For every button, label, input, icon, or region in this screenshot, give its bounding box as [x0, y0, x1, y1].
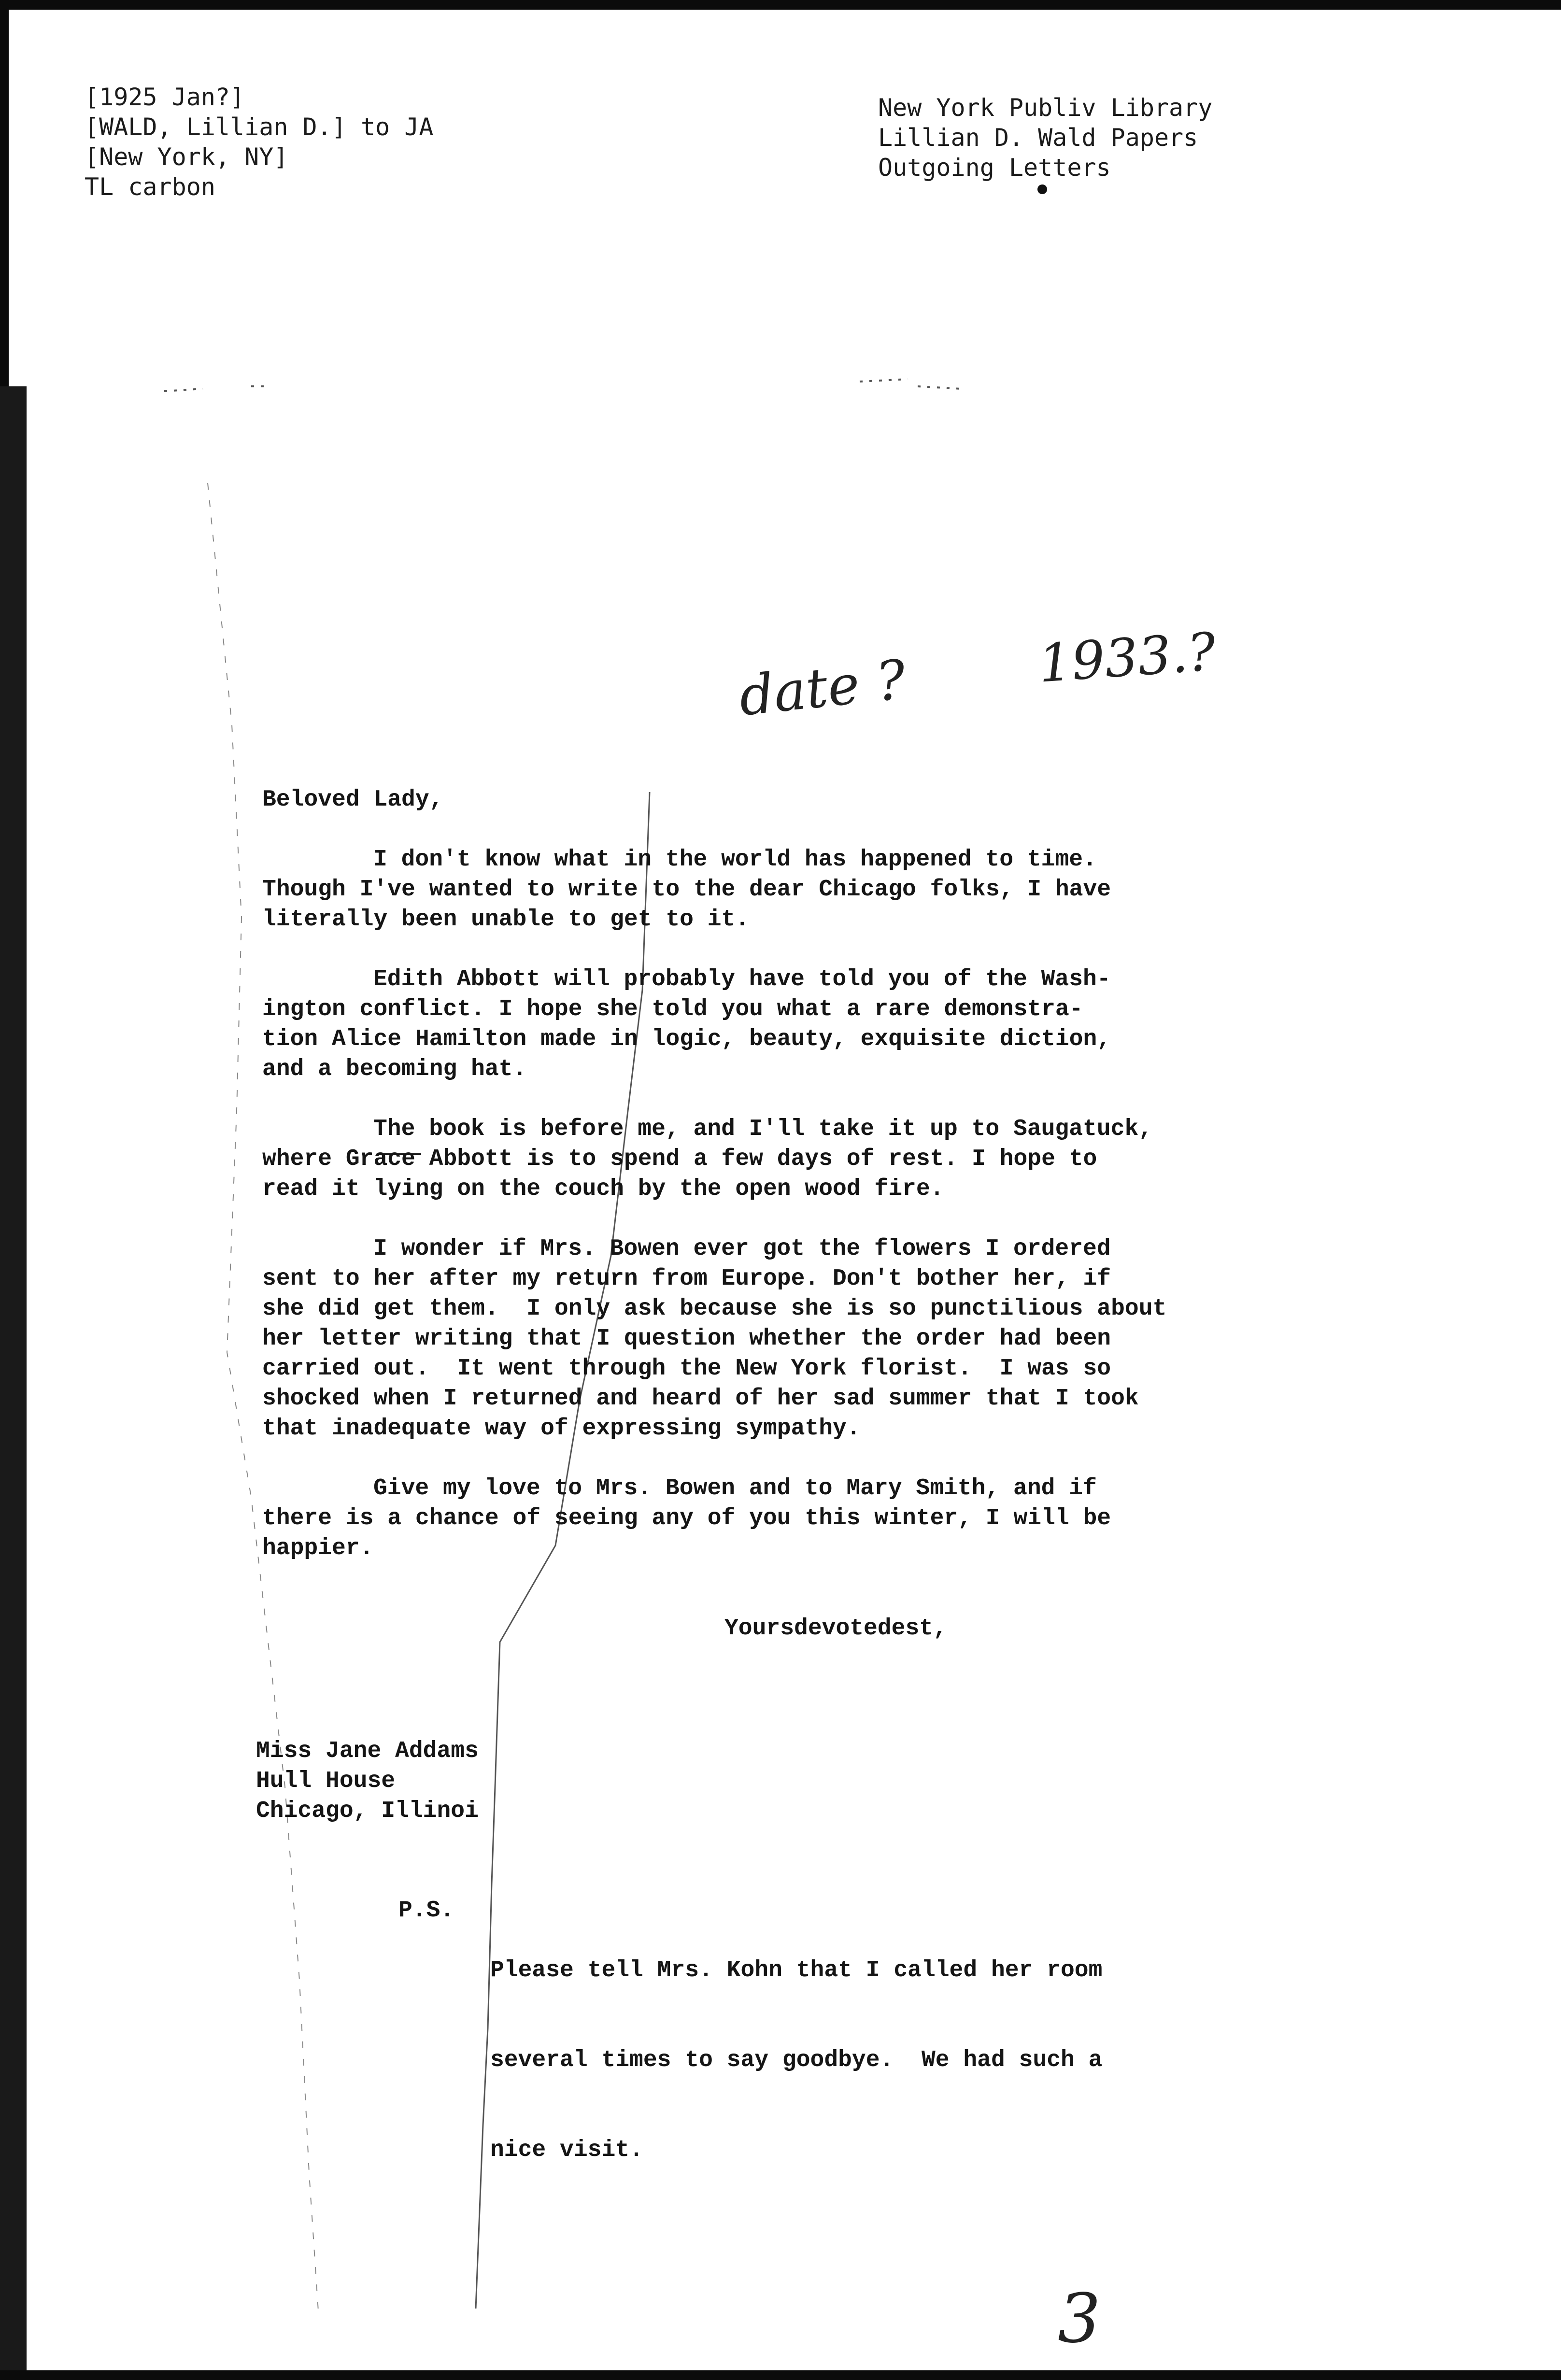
letter-closing: Yoursdevotedest, [724, 1615, 947, 1642]
paragraph-line: that inadequate way of expressing sympathy. [262, 1416, 861, 1442]
paragraph-5 [262, 1473, 1228, 1563]
handwritten-date-note: date ? [736, 648, 909, 728]
handwritten-page-number: 3 [1058, 2280, 1101, 2358]
paragraph-line: Though I've wanted to write to the dear Chicago folks, I have [262, 877, 1111, 903]
archive-date: [1925 Jan?] [85, 83, 245, 111]
paragraph-line: shocked when I returned and heard of her sad summer that I took [262, 1386, 1139, 1412]
handwritten-year-note: 1933.? [1036, 622, 1218, 694]
paragraph-line: tion Alice Hamilton made in logic, beauty, exquisite diction, [262, 1026, 1111, 1052]
paragraph-line: happier. [262, 1535, 374, 1561]
postscript-body [490, 1896, 1102, 2225]
paragraph-line: sent to her after my return from Europe. Don't bother her, if [262, 1266, 1111, 1292]
paragraph-3 [262, 1114, 1228, 1204]
archive-type: TL carbon [85, 173, 215, 201]
archive-metadata [85, 82, 433, 202]
source-collection: Lillian D. Wald Papers [878, 124, 1198, 152]
paragraph-line: literally been unable to get to it. [262, 907, 750, 933]
recipient-name: Miss Jane Addams [256, 1738, 479, 1764]
paragraph-line: Edith Abbott will probably have told you of the Wash- [373, 966, 1111, 992]
paragraph-line: The book is before me, and I'll take it up to Saugatuck, [373, 1116, 1153, 1142]
paragraph-4 [262, 1234, 1228, 1444]
postscript-line: several times to say goodbye. We had such a [490, 2047, 1103, 2073]
paragraph-line: read it lying on the couch by the open wood fire. [262, 1176, 944, 1202]
paragraph-line: I wonder if Mrs. Bowen ever got the flowers I ordered [373, 1236, 1111, 1262]
source-library: New York Publiv Library [878, 94, 1213, 122]
recipient-institution: Hull House [256, 1768, 396, 1794]
paragraph-line: Give my love to Mrs. Bowen and to Mary Smith, and if [373, 1475, 1097, 1502]
paragraph-line: her letter writing that I question whether the order had been [262, 1326, 1111, 1352]
postscript-line: nice visit. [490, 2137, 643, 2163]
paragraph-line: carried out. It went through the New York florist. I was so [262, 1356, 1111, 1382]
postscript-label: P.S. [398, 1898, 454, 1924]
paragraph-1 [262, 845, 1228, 935]
salutation: Beloved Lady, [262, 787, 443, 813]
source-series: Outgoing Letters [878, 154, 1111, 182]
paragraph-line: I don't know what in the world has happened to time. [373, 847, 1097, 873]
archive-correspondents: [WALD, Lillian D.] to JA [85, 113, 434, 141]
archive-source [878, 93, 1212, 183]
paragraph-line: ington conflict. I hope she told you what a rare demonstra- [262, 996, 1083, 1022]
paragraph-line: and a becoming hat. [262, 1056, 527, 1082]
recipient-address [256, 1736, 479, 1826]
paragraph-line: where Grace Abbott is to spend a few days of rest. I hope to [262, 1146, 1097, 1172]
postscript-line: Please tell Mrs. Kohn that I called her room [490, 1957, 1103, 1983]
paragraph-line: she did get them. I only ask because she is so punctilious about [262, 1296, 1167, 1322]
archive-place: [New York, NY] [85, 143, 288, 171]
paragraph-2 [262, 964, 1228, 1084]
letter-body [262, 785, 1228, 1593]
recipient-city: Chicago, Illinoi [256, 1798, 479, 1824]
paragraph-line: there is a chance of seeing any of you this winter, I will be [262, 1505, 1111, 1531]
